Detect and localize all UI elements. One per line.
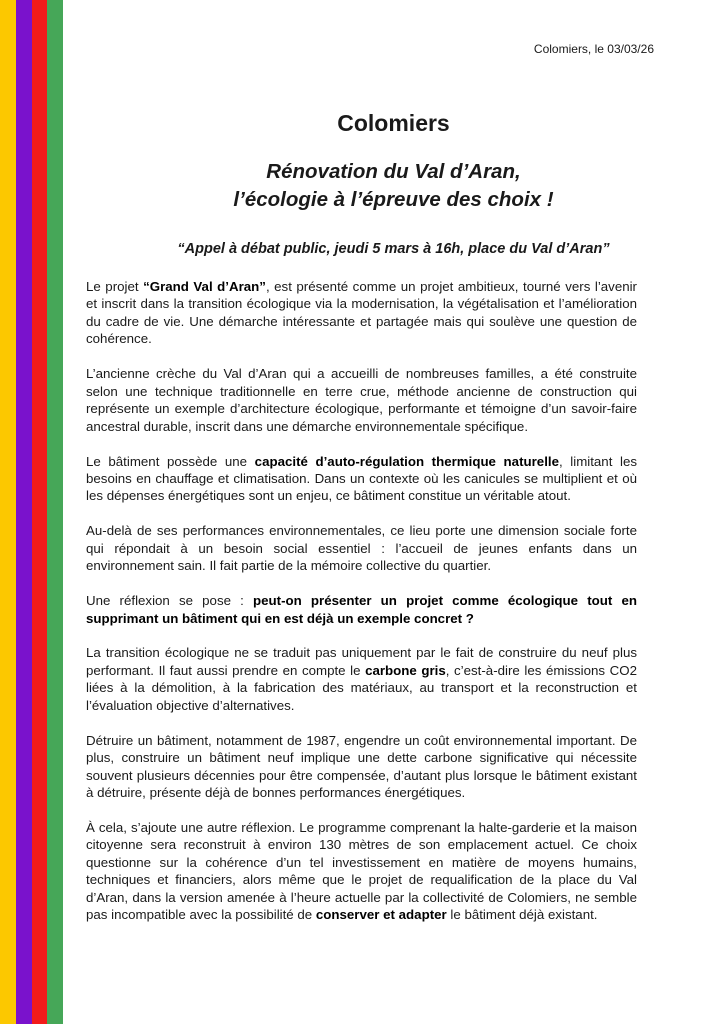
text: La transition écologique ne se traduit pas uniquement par le fait de construire du neuf plus performant. Il faut aussi prendre en compte le [86, 645, 637, 678]
paragraph [86, 278, 637, 348]
text: Une réflexion se pose : [86, 593, 254, 609]
bold-text: conserver et adapter [315, 907, 447, 923]
bold-text: “Grand Val d’Aran” [143, 279, 266, 294]
document-body [86, 278, 637, 941]
text: Le projet [86, 279, 144, 294]
paragraph [86, 453, 637, 505]
document-subtitle [63, 158, 724, 214]
document-title: Colomiers [337, 110, 450, 136]
text: À cela, s’ajoute une autre réflexion. Le programme comprenant la halte-garderie et la maison citoyenne sera reconstruit à environ 130 mètres de son emplacement actuel. Ce choix questionne sur la cohérence d’un tel investissement en matière de moyens humains, techniques et financiers, alors même que le projet de requalification de la place du Val d’Aran, dans la version amenée à l’heure actuelle par la collectivité de Colomiers, ne semble pas incompatible avec la possibilité de [86, 819, 637, 923]
text: , limitant les besoins en chauffage et climatisation. Dans un contexte où les canicules se multiplient et où les dépenses énergétiques sont un enjeu, ce bâtiment constitue un véritable atout. [86, 453, 637, 504]
bold-text: peut-on présenter un projet comme écologique tout en supprimant un bâtiment qui en est déjà un exemple concret ? [86, 593, 637, 626]
text: , c’est-à-dire les émissions CO2 liées à la démolition, à la fabrication des matériaux, au transport et la reconstruction et l’évaluation objective d’alternatives. [86, 662, 637, 713]
paragraph [86, 592, 637, 627]
stripe-purple [16, 0, 32, 1024]
date-line: Colomiers, le 03/03/26 [533, 42, 654, 56]
stripe-green [47, 0, 63, 1024]
text: Le bâtiment possède une [86, 453, 255, 469]
paragraph [86, 819, 637, 924]
bold-text: carbone gris [365, 662, 446, 678]
text: L’ancienne crèche du Val d’Aran qui a accueilli de nombreuses familles, a été construite selon une technique traditionnelle en terre crue, méthode ancienne de construction qui représente un exemple d’architecture écologique, performante et témoigne d’un savoir-faire ancestral durable, inscrit dans une démarche environnementale spécifique. [86, 366, 637, 434]
text: le bâtiment déjà existant. [446, 907, 598, 923]
text: , est présenté comme un projet ambitieux, tourné vers l’avenir et inscrit dans la transition écologique via la modernisation, la végétalisation et l’amélioration du cadre de vie. Une démarche intéressante et partagée mais qui soulève une question de cohérence. [86, 279, 637, 347]
stripe-yellow [0, 0, 16, 1024]
paragraph [86, 644, 637, 714]
subtitle-line: l’écologie à l’épreuve des choix ! [233, 188, 554, 211]
subtitle-line: Rénovation du Val d’Aran, [266, 160, 521, 183]
event-quote: “Appel à débat public, jeudi 5 mars à 16h, place du Val d’Aran” [177, 241, 610, 257]
bold-text: capacité d’auto-régulation thermique naturelle [254, 453, 559, 469]
paragraph [86, 365, 637, 435]
text: Détruire un bâtiment, notamment de 1987, engendre un coût environnemental important. De plus, construire un bâtiment neuf implique une dette carbone significative qui nécessite souvent plusieurs décennies pour être compensée, d’autant plus lorsque le bâtiment existant à détruire, présente déjà de bonnes performances énergétiques. [86, 732, 637, 801]
text: Au-delà de ses performances environnementales, ce lieu porte une dimension sociale forte qui répondait à un besoin social essentiel : l’accueil de jeunes enfants dans un environnement sain. Il fait partie de la mémoire collective du quartier. [86, 523, 637, 574]
paragraph [86, 732, 637, 802]
paragraph [86, 522, 637, 574]
stripe-red [32, 0, 47, 1024]
